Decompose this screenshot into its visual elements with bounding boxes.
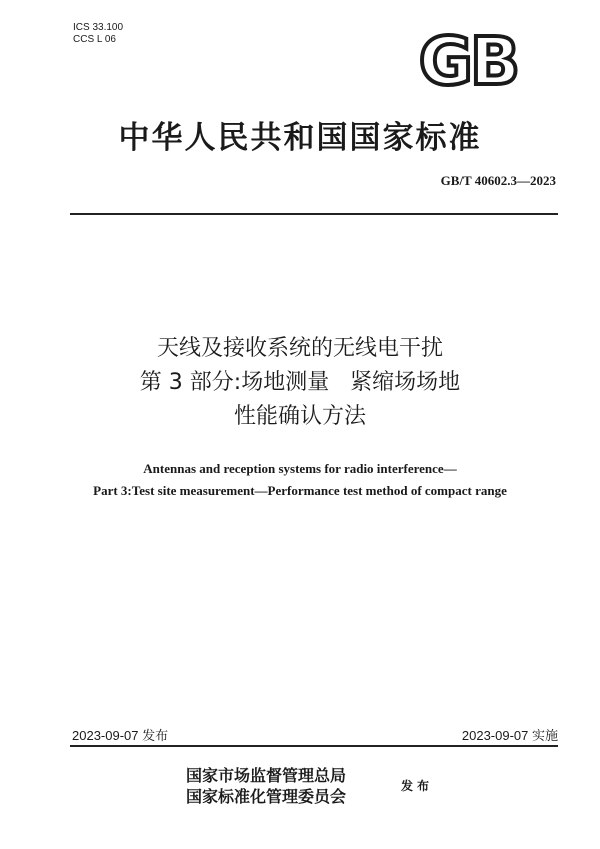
- english-title: [0, 458, 600, 502]
- chinese-title-line: 第 3 部分:场地测量 紧缩场场地: [139, 370, 461, 395]
- bottom-divider: [70, 745, 558, 747]
- issuer-org: 国家市场监督管理总局: [186, 766, 347, 785]
- ccs-code: CCS L 06: [73, 34, 116, 45]
- gb-logo: [404, 30, 532, 88]
- classification-codes: [73, 22, 123, 46]
- issue-label: 发布: [401, 779, 434, 793]
- gb-logo-text: GB: [418, 30, 518, 88]
- implementation-date: 2023-09-07 实施: [461, 728, 558, 743]
- english-title-line: Antennas and reception systems for radio interference—: [143, 461, 457, 476]
- issuer-org: 国家标准化管理委员会: [186, 787, 347, 806]
- ics-code: ICS 33.100: [73, 22, 124, 33]
- standard-name: 中华人民共和国国家标准: [118, 120, 482, 156]
- standard-number: GB/T 40602.3—2023: [440, 173, 556, 188]
- top-divider: [70, 213, 558, 215]
- issuing-organizations: [186, 765, 346, 807]
- chinese-title-line: 性能确认方法: [233, 404, 366, 429]
- chinese-title-line: 天线及接收系统的无线电干扰: [156, 336, 443, 361]
- issue-date: 2023-09-07 发布: [72, 728, 169, 743]
- english-title-line: Part 3:Test site measurement—Performance test method of compact range: [93, 483, 507, 498]
- chinese-title: [0, 332, 600, 434]
